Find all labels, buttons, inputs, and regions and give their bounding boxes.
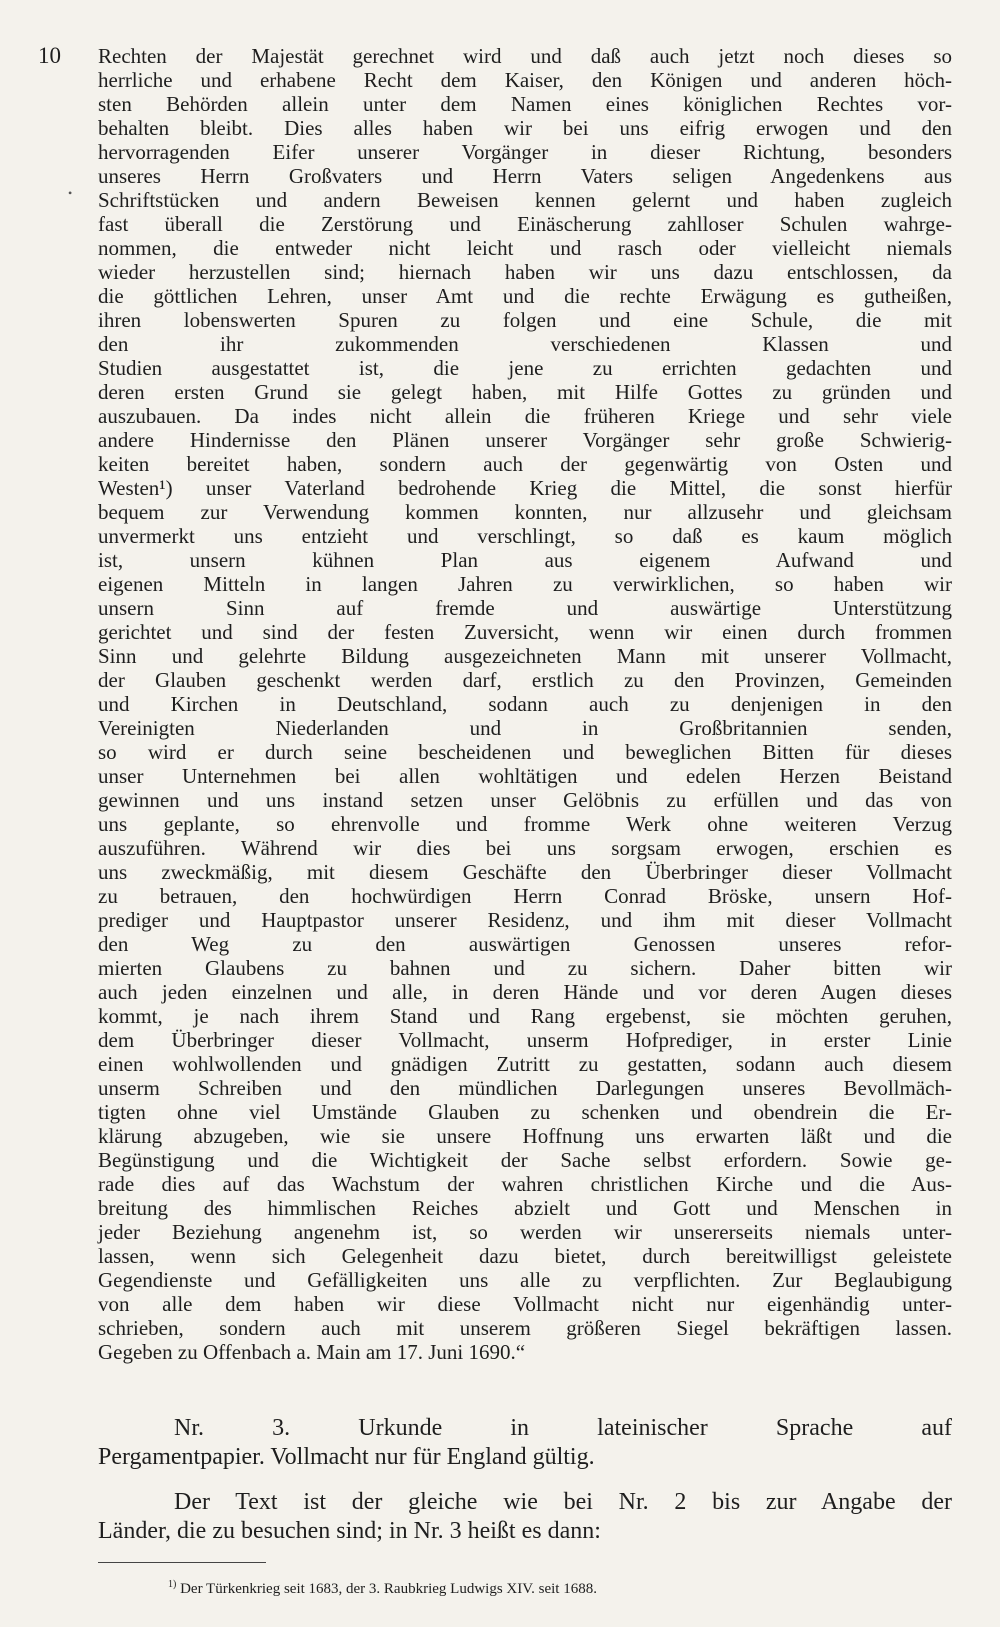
body-line: lassen, wenn sich Gelegenheit dazu bietet, durch bereitwilligst geleistete bbox=[98, 1244, 952, 1268]
body-line: dem Überbringer dieser Vollmacht, unserm Hofprediger, in erster Linie bbox=[98, 1028, 952, 1052]
body-line: Schriftstücken und andern Beweisen kennen gelernt und haben zugleich bbox=[98, 188, 952, 212]
body-line: mierten Glaubens zu bahnen und zu sichern. Daher bitten wir bbox=[98, 956, 952, 980]
page-number: 10 bbox=[38, 43, 61, 68]
body-line: Begünstigung und die Wichtigkeit der Sache selbst erfordern. Sowie ge- bbox=[98, 1148, 952, 1172]
body-line: der Glauben geschenkt werden darf, erstlich zu den Provinzen, Gemeinden bbox=[98, 668, 952, 692]
body-line: breitung des himmlischen Reiches abzielt und Gott und Menschen in bbox=[98, 1196, 952, 1220]
body-line: herrliche und erhabene Recht dem Kaiser, den Königen und anderen höch- bbox=[98, 68, 952, 92]
footnote-marker: 1) bbox=[168, 1579, 177, 1590]
body-line: unserm Schreiben und den mündlichen Darlegungen unseres Bevollmäch- bbox=[98, 1076, 952, 1100]
body-line: unser Unternehmen bei allen wohltätigen und edelen Herzen Beistand bbox=[98, 764, 952, 788]
body-line: keiten bereitet haben, sondern auch der gegenwärtig von Osten und bbox=[98, 452, 952, 476]
body-line: gerichtet und sind der festen Zuversicht, wenn wir einen durch frommen bbox=[98, 620, 952, 644]
body-line: so wird er durch seine bescheidenen und beweglichen Bitten für dieses bbox=[98, 740, 952, 764]
body-line: und Kirchen in Deutschland, sodann auch zu denjenigen in den bbox=[98, 692, 952, 716]
body-line: uns zweckmäßig, mit diesem Geschäfte den Überbringer dieser Vollmacht bbox=[98, 860, 952, 884]
body-line: klärung abzugeben, wie sie unsere Hoffnung uns erwarten läßt und die bbox=[98, 1124, 952, 1148]
body-line: einen wohlwollenden und gnädigen Zutritt zu gestatten, sodann auch diesem bbox=[98, 1052, 952, 1076]
intro-paragraph bbox=[98, 1488, 952, 1546]
body-line: fast überall die Zerstörung und Einäscherung zahlloser Schulen wahrge- bbox=[98, 212, 952, 236]
body-line: Rechten der Majestät gerechnet wird und daß auch jetzt noch dieses so bbox=[98, 44, 952, 68]
body-line: Gegeben zu Offenbach a. Main am 17. Juni 1690.“ bbox=[98, 1340, 526, 1364]
body-line: tigten ohne viel Umstände Glauben zu schenken und obendrein die Er- bbox=[98, 1100, 952, 1124]
body-line: hervorragenden Eifer unserer Vorgänger in dieser Richtung, besonders bbox=[98, 140, 952, 164]
body-line: Studien ausgestattet ist, die jene zu errichten gedachten und bbox=[98, 356, 952, 380]
body-line: Sinn und gelehrte Bildung ausgezeichneten Mann mit unserer Vollmacht, bbox=[98, 644, 952, 668]
body-line: jeder Beziehung angenehm ist, so werden wir unsererseits niemals unter- bbox=[98, 1220, 952, 1244]
footnote-text: Der Türkenkrieg seit 1683, der 3. Raubkrieg Ludwigs XIV. seit 1688. bbox=[180, 1581, 597, 1597]
body-line: Gegendienste und Gefälligkeiten uns alle zu verpflichten. Zur Beglaubigung bbox=[98, 1268, 952, 1292]
body-line: ihren lobenswerten Spuren zu folgen und eine Schule, die mit bbox=[98, 308, 952, 332]
body-line: gewinnen und uns instand setzen unser Gelöbnis zu erfüllen und das von bbox=[98, 788, 952, 812]
body-line: unseres Herrn Großvaters und Herrn Vaters seligen Angedenkens aus bbox=[98, 164, 952, 188]
body-line: auszuführen. Während wir dies bei uns sorgsam erwogen, erschien es bbox=[98, 836, 952, 860]
body-line: Vereinigten Niederlanden und in Großbritannien senden, bbox=[98, 716, 952, 740]
footnote bbox=[168, 1576, 597, 1598]
body-line: deren ersten Grund sie gelegt haben, mit Hilfe Gottes zu gründen und bbox=[98, 380, 952, 404]
body-line: bequem zur Verwendung kommen konnten, nur allzusehr und gleichsam bbox=[98, 500, 952, 524]
body-line: den ihr zukommenden verschiedenen Klassen und bbox=[98, 332, 952, 356]
heading-line: Pergamentpapier. Vollmacht nur für England gültig. bbox=[98, 1444, 595, 1470]
body-line: sten Behörden allein unter dem Namen eines königlichen Rechtes vor- bbox=[98, 92, 952, 116]
body-line: zu betrauen, den hochwürdigen Herrn Conrad Bröske, unsern Hof- bbox=[98, 884, 952, 908]
body-line: unsern Sinn auf fremde und auswärtige Unterstützung bbox=[98, 596, 952, 620]
body-line: behalten bleibt. Dies alles haben wir bei uns eifrig erwogen und den bbox=[98, 116, 952, 140]
body-line: den Weg zu den auswärtigen Genossen unseres refor- bbox=[98, 932, 952, 956]
body-line: ist, unsern kühnen Plan aus eigenem Aufwand und bbox=[98, 548, 952, 572]
body-line: kommt, je nach ihrem Stand und Rang ergebenst, sie möchten geruhen, bbox=[98, 1004, 952, 1028]
body-line: auch jeden einzelnen und alle, in deren Hände und vor deren Augen dieses bbox=[98, 980, 952, 1004]
body-text bbox=[98, 44, 952, 1364]
body-line: wieder herzustellen sind; hiernach haben wir uns dazu entschlossen, da bbox=[98, 260, 952, 284]
body-line: nommen, die entweder nicht leicht und rasch oder vielleicht niemals bbox=[98, 236, 952, 260]
intro-line: Länder, die zu besuchen sind; in Nr. 3 heißt es dann: bbox=[98, 1518, 601, 1544]
body-line: auszubauen. Da indes nicht allein die früheren Kriege und sehr viele bbox=[98, 404, 952, 428]
stray-mark: • bbox=[68, 186, 73, 200]
body-line: schrieben, sondern auch mit unserem größeren Siegel bekräftigen lassen. bbox=[98, 1316, 952, 1340]
body-line: rade dies auf das Wachstum der wahren christlichen Kirche und die Aus- bbox=[98, 1172, 952, 1196]
body-line: eigenen Mitteln in langen Jahren zu verwirklichen, so haben wir bbox=[98, 572, 952, 596]
body-line: unvermerkt uns entzieht und verschlingt, so daß es kaum möglich bbox=[98, 524, 952, 548]
footnote-rule bbox=[98, 1562, 266, 1563]
section-heading bbox=[98, 1414, 952, 1472]
intro-line: Der Text ist der gleiche wie bei Nr. 2 bis zur Angabe der bbox=[174, 1489, 952, 1515]
body-line: uns geplante, so ehrenvolle und fromme Werk ohne weiteren Verzug bbox=[98, 812, 952, 836]
body-line: andere Hindernisse den Plänen unserer Vorgänger sehr große Schwierig- bbox=[98, 428, 952, 452]
body-line: die göttlichen Lehren, unser Amt und die rechte Erwägung es gutheißen, bbox=[98, 284, 952, 308]
heading-line: Nr. 3. Urkunde in lateinischer Sprache auf bbox=[174, 1415, 952, 1441]
body-line: von alle dem haben wir diese Vollmacht nicht nur eigenhändig unter- bbox=[98, 1292, 952, 1316]
body-line: prediger und Hauptpastor unserer Residenz, und ihm mit dieser Vollmacht bbox=[98, 908, 952, 932]
body-line: Westen¹) unser Vaterland bedrohende Krieg die Mittel, die sonst hierfür bbox=[98, 476, 952, 500]
